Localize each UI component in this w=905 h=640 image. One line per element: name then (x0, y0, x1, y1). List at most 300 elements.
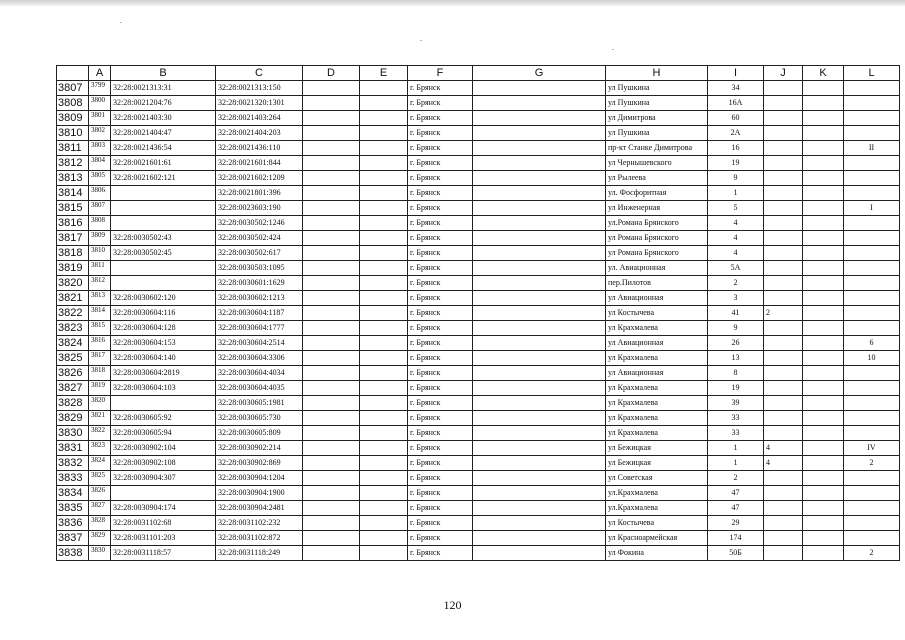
cell-col-h[interactable]: пер.Пилотов (606, 276, 708, 291)
cell-col-b[interactable]: 32:28:0030902:108 (111, 456, 216, 471)
cell-col-e[interactable] (360, 396, 408, 411)
row-number-cell[interactable]: 3835 (57, 501, 89, 516)
cell-col-g[interactable] (473, 336, 606, 351)
row-number-cell[interactable]: 3831 (57, 441, 89, 456)
cell-col-h[interactable]: ул. Авиационная (606, 261, 708, 276)
cell-col-e[interactable] (360, 231, 408, 246)
cell-col-f[interactable]: г. Брянск (408, 156, 473, 171)
cell-col-g[interactable] (473, 426, 606, 441)
cell-col-c[interactable]: 32:28:0030602:1213 (216, 291, 303, 306)
cell-col-b[interactable]: 32:28:0030904:307 (111, 471, 216, 486)
cell-col-l[interactable]: 6 (844, 336, 900, 351)
cell-col-e[interactable] (360, 246, 408, 261)
cell-col-g[interactable] (473, 546, 606, 561)
cell-col-b[interactable]: 32:28:0030604:128 (111, 321, 216, 336)
cell-col-g[interactable] (473, 486, 606, 501)
cell-col-c[interactable]: 32:28:0031102:872 (216, 531, 303, 546)
cell-col-g[interactable] (473, 231, 606, 246)
cell-col-b[interactable]: 32:28:0021404:47 (111, 126, 216, 141)
column-header-k[interactable]: K (803, 66, 844, 81)
cell-col-a[interactable]: 3829 (89, 531, 111, 546)
cell-col-a[interactable]: 3808 (89, 216, 111, 231)
cell-col-i[interactable]: 1 (708, 186, 764, 201)
cell-col-b[interactable]: 32:28:0030604:103 (111, 381, 216, 396)
cell-col-i[interactable]: 1 (708, 441, 764, 456)
cell-col-k[interactable] (803, 111, 844, 126)
cell-col-c[interactable]: 32:28:0030604:4035 (216, 381, 303, 396)
row-number-cell[interactable]: 3808 (57, 96, 89, 111)
cell-col-e[interactable] (360, 171, 408, 186)
cell-col-e[interactable] (360, 321, 408, 336)
cell-col-i[interactable]: 34 (708, 81, 764, 96)
cell-col-g[interactable] (473, 456, 606, 471)
cell-col-c[interactable]: 32:28:0021320:1301 (216, 96, 303, 111)
cell-col-g[interactable] (473, 516, 606, 531)
cell-col-a[interactable]: 3815 (89, 321, 111, 336)
cell-col-a[interactable]: 3809 (89, 231, 111, 246)
cell-col-k[interactable] (803, 81, 844, 96)
cell-col-d[interactable] (303, 336, 360, 351)
cell-col-f[interactable]: г. Брянск (408, 396, 473, 411)
cell-col-d[interactable] (303, 246, 360, 261)
row-number-cell[interactable]: 3829 (57, 411, 89, 426)
cell-col-c[interactable]: 32:28:0030604:3306 (216, 351, 303, 366)
cell-col-i[interactable]: 19 (708, 381, 764, 396)
cell-col-c[interactable]: 32:28:0021801:396 (216, 186, 303, 201)
cell-col-a[interactable]: 3827 (89, 501, 111, 516)
cell-col-h[interactable]: ул Советская (606, 471, 708, 486)
cell-col-b[interactable]: 32:28:0030604:2819 (111, 366, 216, 381)
cell-col-i[interactable]: 5 (708, 201, 764, 216)
cell-col-e[interactable] (360, 126, 408, 141)
cell-col-f[interactable]: г. Брянск (408, 96, 473, 111)
cell-col-g[interactable] (473, 141, 606, 156)
cell-col-i[interactable]: 33 (708, 426, 764, 441)
cell-col-f[interactable]: г. Брянск (408, 111, 473, 126)
cell-col-j[interactable] (764, 156, 803, 171)
cell-col-e[interactable] (360, 366, 408, 381)
cell-col-c[interactable]: 32:28:0023603:190 (216, 201, 303, 216)
cell-col-e[interactable] (360, 81, 408, 96)
row-number-cell[interactable]: 3820 (57, 276, 89, 291)
cell-col-j[interactable] (764, 141, 803, 156)
cell-col-b[interactable]: 32:28:0030604:153 (111, 336, 216, 351)
cell-col-g[interactable] (473, 396, 606, 411)
cell-col-j[interactable] (764, 261, 803, 276)
cell-col-f[interactable]: г. Брянск (408, 336, 473, 351)
cell-col-f[interactable]: г. Брянск (408, 201, 473, 216)
cell-col-a[interactable]: 3800 (89, 96, 111, 111)
cell-col-h[interactable]: ул Костычева (606, 516, 708, 531)
cell-col-i[interactable]: 2А (708, 126, 764, 141)
cell-col-i[interactable]: 3 (708, 291, 764, 306)
cell-col-d[interactable] (303, 441, 360, 456)
cell-col-j[interactable] (764, 231, 803, 246)
cell-col-j[interactable] (764, 501, 803, 516)
cell-col-g[interactable] (473, 81, 606, 96)
cell-col-c[interactable]: 32:28:0021313:150 (216, 81, 303, 96)
cell-col-d[interactable] (303, 231, 360, 246)
cell-col-e[interactable] (360, 261, 408, 276)
cell-col-h[interactable]: ул Рылеева (606, 171, 708, 186)
cell-col-h[interactable]: ул Крахмалева (606, 321, 708, 336)
cell-col-c[interactable]: 32:28:0030605:730 (216, 411, 303, 426)
row-number-cell[interactable]: 3813 (57, 171, 89, 186)
cell-col-g[interactable] (473, 381, 606, 396)
row-number-cell[interactable]: 3815 (57, 201, 89, 216)
cell-col-g[interactable] (473, 126, 606, 141)
cell-col-a[interactable]: 3828 (89, 516, 111, 531)
cell-col-g[interactable] (473, 471, 606, 486)
cell-col-i[interactable]: 4 (708, 216, 764, 231)
cell-col-k[interactable] (803, 126, 844, 141)
cell-col-d[interactable] (303, 216, 360, 231)
cell-col-k[interactable] (803, 261, 844, 276)
cell-col-i[interactable]: 16А (708, 96, 764, 111)
cell-col-k[interactable] (803, 426, 844, 441)
cell-col-g[interactable] (473, 306, 606, 321)
cell-col-i[interactable]: 2 (708, 276, 764, 291)
cell-col-b[interactable]: 32:28:0030904:174 (111, 501, 216, 516)
row-number-cell[interactable]: 3811 (57, 141, 89, 156)
cell-col-f[interactable]: г. Брянск (408, 441, 473, 456)
cell-col-k[interactable] (803, 291, 844, 306)
cell-col-a[interactable]: 3817 (89, 351, 111, 366)
cell-col-l[interactable] (844, 231, 900, 246)
cell-col-i[interactable]: 9 (708, 321, 764, 336)
cell-col-b[interactable]: 32:28:0021313:31 (111, 81, 216, 96)
cell-col-c[interactable]: 32:28:0030604:1187 (216, 306, 303, 321)
column-header-j[interactable]: J (764, 66, 803, 81)
cell-col-c[interactable]: 32:28:0030604:1777 (216, 321, 303, 336)
cell-col-f[interactable]: г. Брянск (408, 291, 473, 306)
cell-col-h[interactable]: ул Крахмалева (606, 396, 708, 411)
cell-col-a[interactable]: 3811 (89, 261, 111, 276)
cell-col-e[interactable] (360, 336, 408, 351)
cell-col-i[interactable]: 5А (708, 261, 764, 276)
cell-col-k[interactable] (803, 546, 844, 561)
cell-col-g[interactable] (473, 366, 606, 381)
cell-col-i[interactable]: 4 (708, 246, 764, 261)
cell-col-e[interactable] (360, 276, 408, 291)
cell-col-k[interactable] (803, 531, 844, 546)
cell-col-k[interactable] (803, 246, 844, 261)
cell-col-k[interactable] (803, 516, 844, 531)
row-number-cell[interactable]: 3828 (57, 396, 89, 411)
cell-col-f[interactable]: г. Брянск (408, 231, 473, 246)
cell-col-f[interactable]: г. Брянск (408, 216, 473, 231)
cell-col-d[interactable] (303, 531, 360, 546)
cell-col-e[interactable] (360, 501, 408, 516)
cell-col-j[interactable] (764, 216, 803, 231)
cell-col-c[interactable]: 32:28:0021436:110 (216, 141, 303, 156)
cell-col-e[interactable] (360, 441, 408, 456)
row-number-cell[interactable]: 3816 (57, 216, 89, 231)
cell-col-f[interactable]: г. Брянск (408, 366, 473, 381)
cell-col-k[interactable] (803, 471, 844, 486)
cell-col-f[interactable]: г. Брянск (408, 471, 473, 486)
cell-col-d[interactable] (303, 186, 360, 201)
cell-col-e[interactable] (360, 546, 408, 561)
cell-col-c[interactable]: 32:28:0021601:844 (216, 156, 303, 171)
cell-col-a[interactable]: 3810 (89, 246, 111, 261)
cell-col-i[interactable]: 8 (708, 366, 764, 381)
row-number-cell[interactable]: 3810 (57, 126, 89, 141)
column-header-a[interactable]: A (89, 66, 111, 81)
cell-col-b[interactable]: 32:28:0030604:140 (111, 351, 216, 366)
cell-col-f[interactable]: г. Брянск (408, 141, 473, 156)
cell-col-c[interactable]: 32:28:0030902:214 (216, 441, 303, 456)
cell-col-c[interactable]: 32:28:0030604:4034 (216, 366, 303, 381)
cell-col-h[interactable]: ул Романа Брянского (606, 231, 708, 246)
cell-col-h[interactable]: ул Авиационная (606, 291, 708, 306)
cell-col-g[interactable] (473, 156, 606, 171)
cell-col-d[interactable] (303, 381, 360, 396)
cell-col-h[interactable]: пр-кт Станке Димитрова (606, 141, 708, 156)
cell-col-f[interactable]: г. Брянск (408, 546, 473, 561)
cell-col-k[interactable] (803, 336, 844, 351)
cell-col-g[interactable] (473, 276, 606, 291)
cell-col-d[interactable] (303, 456, 360, 471)
cell-col-h[interactable]: ул.Крахмалева (606, 486, 708, 501)
cell-col-l[interactable] (844, 486, 900, 501)
cell-col-c[interactable]: 32:28:0021404:203 (216, 126, 303, 141)
cell-col-c[interactable]: 32:28:0031102:232 (216, 516, 303, 531)
column-header-l[interactable]: L (844, 66, 900, 81)
cell-col-l[interactable] (844, 81, 900, 96)
cell-col-g[interactable] (473, 501, 606, 516)
cell-col-a[interactable]: 3819 (89, 381, 111, 396)
cell-col-b[interactable] (111, 261, 216, 276)
row-number-cell[interactable]: 3822 (57, 306, 89, 321)
cell-col-i[interactable]: 60 (708, 111, 764, 126)
cell-col-h[interactable]: ул Пушкина (606, 126, 708, 141)
row-number-cell[interactable]: 3832 (57, 456, 89, 471)
cell-col-h[interactable]: ул Инженерная (606, 201, 708, 216)
cell-col-h[interactable]: ул.Крахмалева (606, 501, 708, 516)
cell-col-l[interactable]: 2 (844, 546, 900, 561)
row-number-cell[interactable]: 3833 (57, 471, 89, 486)
cell-col-e[interactable] (360, 426, 408, 441)
cell-col-d[interactable] (303, 426, 360, 441)
cell-col-b[interactable]: 32:28:0031101:203 (111, 531, 216, 546)
cell-col-j[interactable] (764, 426, 803, 441)
cell-col-j[interactable] (764, 126, 803, 141)
cell-col-a[interactable]: 3820 (89, 396, 111, 411)
cell-col-b[interactable]: 32:28:0021436:54 (111, 141, 216, 156)
cell-col-a[interactable]: 3812 (89, 276, 111, 291)
cell-col-a[interactable]: 3807 (89, 201, 111, 216)
cell-col-e[interactable] (360, 531, 408, 546)
cell-col-l[interactable] (844, 501, 900, 516)
cell-col-h[interactable]: ул. Фосфоритная (606, 186, 708, 201)
cell-col-j[interactable] (764, 96, 803, 111)
column-header-c[interactable]: C (216, 66, 303, 81)
cell-col-l[interactable]: I (844, 201, 900, 216)
cell-col-e[interactable] (360, 471, 408, 486)
cell-col-k[interactable] (803, 486, 844, 501)
cell-col-l[interactable] (844, 516, 900, 531)
cell-col-f[interactable]: г. Брянск (408, 516, 473, 531)
row-number-cell[interactable]: 3830 (57, 426, 89, 441)
cell-col-k[interactable] (803, 366, 844, 381)
cell-col-a[interactable]: 3806 (89, 186, 111, 201)
cell-col-j[interactable] (764, 396, 803, 411)
cell-col-d[interactable] (303, 366, 360, 381)
cell-col-i[interactable]: 9 (708, 171, 764, 186)
cell-col-j[interactable] (764, 381, 803, 396)
cell-col-l[interactable]: IV (844, 441, 900, 456)
cell-col-l[interactable] (844, 96, 900, 111)
cell-col-i[interactable]: 50Б (708, 546, 764, 561)
cell-col-i[interactable]: 2 (708, 471, 764, 486)
cell-col-j[interactable]: 4 (764, 456, 803, 471)
cell-col-l[interactable] (844, 291, 900, 306)
row-number-cell[interactable]: 3825 (57, 351, 89, 366)
cell-col-d[interactable] (303, 81, 360, 96)
cell-col-a[interactable]: 3802 (89, 126, 111, 141)
cell-col-f[interactable]: г. Брянск (408, 411, 473, 426)
cell-col-e[interactable] (360, 351, 408, 366)
row-number-cell[interactable]: 3837 (57, 531, 89, 546)
cell-col-j[interactable] (764, 336, 803, 351)
row-number-cell[interactable]: 3838 (57, 546, 89, 561)
cell-col-l[interactable] (844, 216, 900, 231)
cell-col-d[interactable] (303, 171, 360, 186)
row-number-cell[interactable]: 3807 (57, 81, 89, 96)
cell-col-h[interactable]: ул Красноармейская (606, 531, 708, 546)
cell-col-c[interactable]: 32:28:0021602:1209 (216, 171, 303, 186)
cell-col-d[interactable] (303, 291, 360, 306)
cell-col-j[interactable] (764, 81, 803, 96)
cell-col-l[interactable] (844, 471, 900, 486)
cell-col-d[interactable] (303, 141, 360, 156)
cell-col-d[interactable] (303, 96, 360, 111)
cell-col-i[interactable]: 33 (708, 411, 764, 426)
cell-col-b[interactable]: 32:28:0031102:68 (111, 516, 216, 531)
cell-col-c[interactable]: 32:28:0030605:1981 (216, 396, 303, 411)
cell-col-i[interactable]: 16 (708, 141, 764, 156)
cell-col-k[interactable] (803, 156, 844, 171)
cell-col-i[interactable]: 19 (708, 156, 764, 171)
cell-col-g[interactable] (473, 246, 606, 261)
cell-col-h[interactable]: ул Авиационная (606, 366, 708, 381)
corner-header-cell[interactable] (57, 66, 89, 81)
cell-col-k[interactable] (803, 411, 844, 426)
cell-col-d[interactable] (303, 111, 360, 126)
cell-col-e[interactable] (360, 291, 408, 306)
cell-col-c[interactable]: 32:28:0030604:2514 (216, 336, 303, 351)
cell-col-h[interactable]: ул Бежицкая (606, 456, 708, 471)
cell-col-e[interactable] (360, 201, 408, 216)
column-header-b[interactable]: B (111, 66, 216, 81)
cell-col-c[interactable]: 32:28:0030503:1095 (216, 261, 303, 276)
cell-col-l[interactable] (844, 111, 900, 126)
cell-col-c[interactable]: 32:28:0030902:869 (216, 456, 303, 471)
cell-col-b[interactable] (111, 276, 216, 291)
row-number-cell[interactable]: 3827 (57, 381, 89, 396)
cell-col-h[interactable]: ул Крахмалева (606, 351, 708, 366)
row-number-cell[interactable]: 3818 (57, 246, 89, 261)
cell-col-k[interactable] (803, 351, 844, 366)
cell-col-f[interactable]: г. Брянск (408, 171, 473, 186)
cell-col-d[interactable] (303, 201, 360, 216)
cell-col-j[interactable] (764, 516, 803, 531)
cell-col-e[interactable] (360, 186, 408, 201)
cell-col-a[interactable]: 3814 (89, 306, 111, 321)
cell-col-a[interactable]: 3824 (89, 456, 111, 471)
cell-col-h[interactable]: ул Костычева (606, 306, 708, 321)
cell-col-i[interactable]: 4 (708, 231, 764, 246)
cell-col-k[interactable] (803, 396, 844, 411)
cell-col-k[interactable] (803, 456, 844, 471)
cell-col-d[interactable] (303, 276, 360, 291)
cell-col-b[interactable] (111, 216, 216, 231)
cell-col-f[interactable]: г. Брянск (408, 321, 473, 336)
cell-col-f[interactable]: г. Брянск (408, 381, 473, 396)
cell-col-d[interactable] (303, 261, 360, 276)
cell-col-g[interactable] (473, 216, 606, 231)
row-number-cell[interactable]: 3809 (57, 111, 89, 126)
cell-col-a[interactable]: 3799 (89, 81, 111, 96)
cell-col-j[interactable] (764, 411, 803, 426)
row-number-cell[interactable]: 3821 (57, 291, 89, 306)
cell-col-b[interactable] (111, 186, 216, 201)
cell-col-k[interactable] (803, 276, 844, 291)
cell-col-i[interactable]: 29 (708, 516, 764, 531)
cell-col-d[interactable] (303, 156, 360, 171)
column-header-h[interactable]: H (606, 66, 708, 81)
cell-col-k[interactable] (803, 201, 844, 216)
cell-col-g[interactable] (473, 96, 606, 111)
cell-col-d[interactable] (303, 126, 360, 141)
cell-col-e[interactable] (360, 381, 408, 396)
cell-col-f[interactable]: г. Брянск (408, 186, 473, 201)
cell-col-g[interactable] (473, 171, 606, 186)
cell-col-l[interactable]: 2 (844, 456, 900, 471)
cell-col-a[interactable]: 3801 (89, 111, 111, 126)
cell-col-k[interactable] (803, 186, 844, 201)
cell-col-b[interactable]: 32:28:0030502:45 (111, 246, 216, 261)
cell-col-k[interactable] (803, 231, 844, 246)
cell-col-k[interactable] (803, 306, 844, 321)
cell-col-h[interactable]: ул Пушкина (606, 81, 708, 96)
cell-col-l[interactable] (844, 126, 900, 141)
cell-col-j[interactable] (764, 291, 803, 306)
cell-col-g[interactable] (473, 291, 606, 306)
cell-col-b[interactable]: 32:28:0021403:30 (111, 111, 216, 126)
cell-col-f[interactable]: г. Брянск (408, 246, 473, 261)
cell-col-e[interactable] (360, 156, 408, 171)
cell-col-f[interactable]: г. Брянск (408, 531, 473, 546)
cell-col-e[interactable] (360, 486, 408, 501)
cell-col-l[interactable]: 10 (844, 351, 900, 366)
row-number-cell[interactable]: 3817 (57, 231, 89, 246)
cell-col-j[interactable] (764, 351, 803, 366)
cell-col-h[interactable]: ул Фокина (606, 546, 708, 561)
cell-col-d[interactable] (303, 396, 360, 411)
cell-col-e[interactable] (360, 141, 408, 156)
cell-col-f[interactable]: г. Брянск (408, 501, 473, 516)
cell-col-g[interactable] (473, 351, 606, 366)
cell-col-l[interactable]: II (844, 141, 900, 156)
column-header-f[interactable]: F (408, 66, 473, 81)
row-number-cell[interactable]: 3814 (57, 186, 89, 201)
cell-col-b[interactable] (111, 396, 216, 411)
cell-col-f[interactable]: г. Брянск (408, 81, 473, 96)
cell-col-b[interactable]: 32:28:0030605:92 (111, 411, 216, 426)
cell-col-a[interactable]: 3826 (89, 486, 111, 501)
